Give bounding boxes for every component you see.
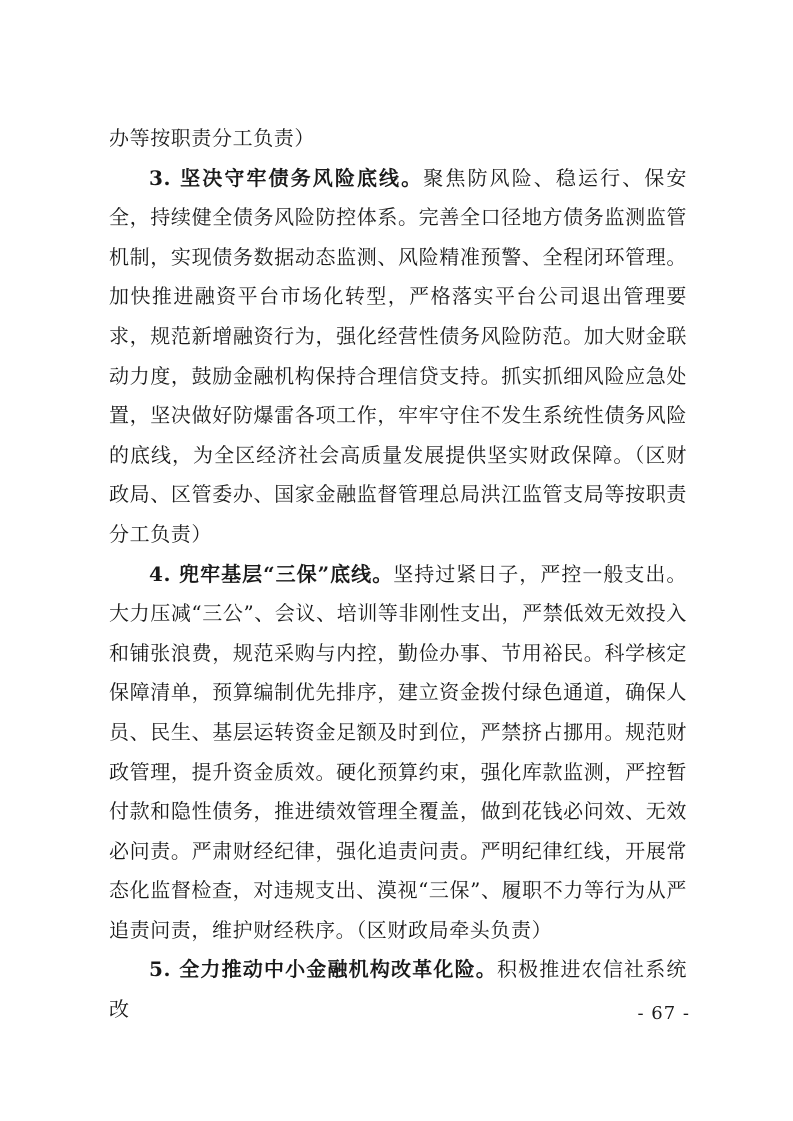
- paragraph-continuation: [109, 119, 687, 159]
- item-5-heading: 5. 全力推动中小金融机构改革化险。: [149, 957, 497, 982]
- item-3-heading: 3. 坚决守牢债务风险底线。: [149, 165, 424, 190]
- item-4-body: 坚持过紧日子，严控一般支出。大力压减“三公”、会议、培训等非刚性支出，严禁低效无效投入和铺张浪费，规范采购与内控，勤俭办事、节用裕民。科学核定保障清单，预算编制优先排序，建立资金拨付绿色通道，确保人员、民生、基层运转资金足额及时到位，严禁挤占挪用。规范财政管理，提升资金质效。硬化预算约束，强化库款监测，严控暂付款和隐性债务，推进绩效管理全覆盖，做到花钱必问效、无效必问责。严肃财经纪律，强化追责问责。严明纪律红线，开展常态化监督检查，对违规支出、漠视“三保”、履职不力等行为从严追责问责，维护财经秩序。（区财政局牵头负责）: [109, 561, 687, 942]
- item-3-body: 聚焦防风险、稳运行、保安全，持续健全债务风险防控体系。完善全口径地方债务监测监管机制，实现债务数据动态监测、风险精准预警、全程闭环管理。加快推进融资平台市场化转型，严格落实平台公司退出管理要求，规范新增融资行为，强化经营性债务风险防范。加大财金联动力度，鼓励金融机构保持合理信贷支持。抓实抓细风险应急处置，坚决做好防爆雷各项工作，牢牢守住不发生系统性债务风险的底线，为全区经济社会高质量发展提供坚实财政保障。（区财政局、区管委办、国家金融监督管理总局洪江监管支局等按职责分工负责）: [109, 165, 688, 546]
- page-number: - 67 -: [637, 1003, 690, 1024]
- item-4-heading: 4. 兜牢基层“三保”底线。: [149, 561, 394, 586]
- paragraph-item-5: [109, 950, 687, 1029]
- paragraph-item-3: [109, 159, 687, 555]
- item-5-body: 积极推进农信社系统改: [109, 957, 687, 1022]
- body-text: [109, 119, 687, 1030]
- paragraph-body: 办等按职责分工负责）: [109, 126, 315, 150]
- paragraph-item-4: [109, 555, 687, 951]
